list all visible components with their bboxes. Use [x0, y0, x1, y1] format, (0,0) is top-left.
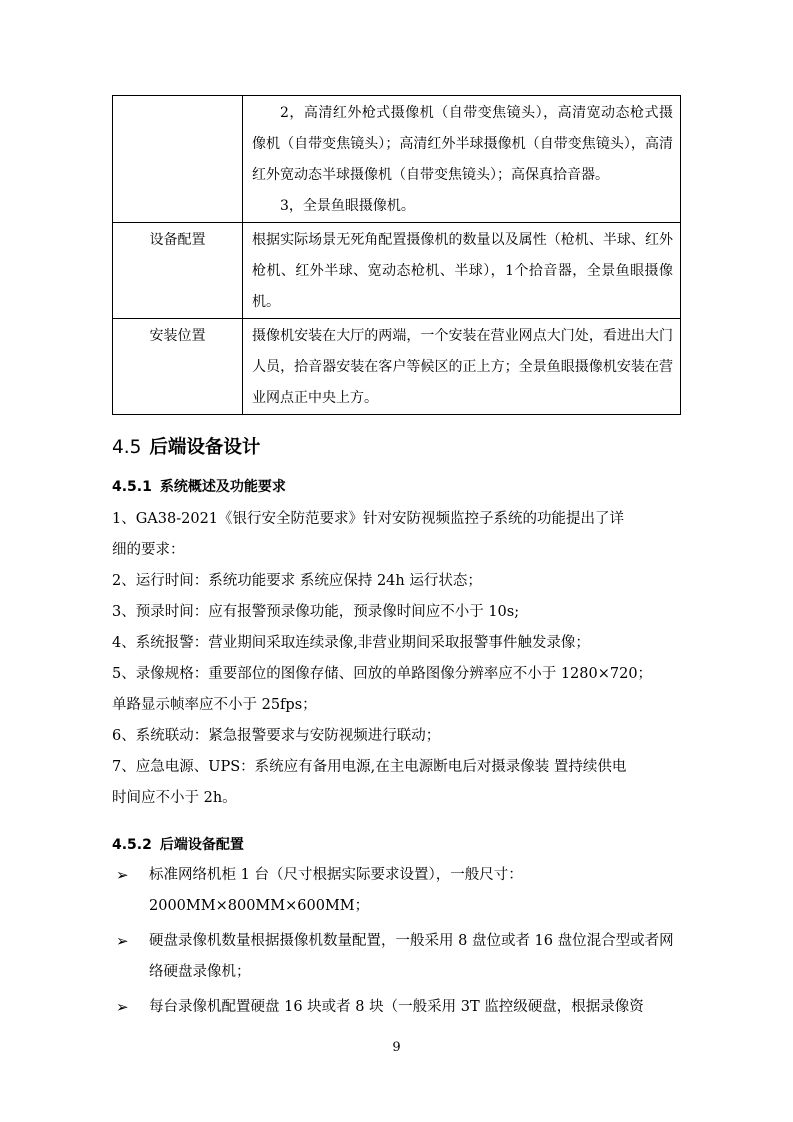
- table-paragraph: 根据实际场景无死角配置摄像机的数量以及属性（枪机、半球、红外枪机、红外半球、宽动态枪机、半球），1个拾音器，全景鱼眼摄像机。: [252, 232, 673, 310]
- subsection-title: 系统概述及功能要求: [159, 479, 286, 495]
- list-item: [112, 860, 680, 922]
- requirement-line: 7、应急电源、UPS：系统应有备用电源,在主电源断电后对摄录像装 置持续供电: [112, 759, 627, 775]
- requirement-line: 3、预录时间：应有报警预录像功能，预录像时间应不小于 10s;: [112, 604, 520, 620]
- requirement-line: 6、系统联动：紧急报警要求与安防视频进行联动；: [112, 728, 441, 744]
- equipment-spec-table: [112, 95, 681, 415]
- arrow-bullet-icon: ➢: [116, 998, 129, 1016]
- requirement-line: 细的要求：: [112, 542, 185, 558]
- requirement-line: 5、录像规格：重要部位的图像存储、回放的单路图像分辨率应不小于 1280×720；: [112, 666, 653, 682]
- list-item-text: 硬盘录像机数量根据摄像机数量配置，一般采用 8 盘位或者 16 盘位混合型或者网络硬盘录像机；: [149, 933, 674, 980]
- row-content: [243, 96, 681, 223]
- requirements-list: [112, 504, 680, 814]
- row-label: [113, 96, 243, 223]
- backend-config-list: [112, 860, 680, 1027]
- list-item: [112, 926, 680, 988]
- subsection-heading-1: [112, 476, 286, 496]
- subsection-number: 4.5.2: [112, 837, 152, 853]
- arrow-bullet-icon: ➢: [116, 866, 129, 884]
- table-row: [113, 319, 681, 415]
- row-label: 安装位置: [113, 319, 243, 415]
- table-paragraph: 摄像机安装在大厅的两端，一个安装在营业网点大门处，看进出大门人员，拾音器安装在客户等候区的正上方；全景鱼眼摄像机安装在营业网点正中央上方。: [252, 328, 673, 406]
- arrow-bullet-icon: ➢: [116, 932, 129, 950]
- row-label: 设备配置: [113, 223, 243, 319]
- list-item-text: 标准网络机柜 1 台（尺寸根据实际要求设置），一般尺寸：2000MM×800MM×600MM；: [149, 867, 523, 914]
- subsection-number: 4.5.1: [112, 479, 152, 495]
- table-row: [113, 223, 681, 319]
- subsection-heading-2: [112, 834, 244, 854]
- row-content: [243, 223, 681, 319]
- requirement-line: 单路显示帧率应不小于 25fps；: [112, 697, 317, 713]
- subsection-title: 后端设备配置: [159, 837, 244, 853]
- requirement-line: 1、GA38-2021《银行安全防范要求》针对安防视频监控子系统的功能提出了详: [112, 511, 625, 527]
- row-content: [243, 319, 681, 415]
- section-heading: [112, 433, 260, 459]
- page-number: 9: [392, 1040, 401, 1055]
- section-title: 后端设备设计: [149, 437, 261, 458]
- table-paragraph: 3，全景鱼眼摄像机。: [280, 198, 415, 214]
- requirement-line: 2、运行时间：系统功能要求 系统应保持 24h 运行状态；: [112, 573, 482, 589]
- requirement-line: 4、系统报警：营业期间采取连续录像,非营业期间采取报警事件触发录像；: [112, 635, 590, 651]
- table-row: [113, 96, 681, 223]
- list-item: [112, 992, 680, 1023]
- requirement-line: 时间应不小于 2h。: [112, 790, 237, 806]
- list-item-text: 每台录像机配置硬盘 16 块或者 8 块（一般采用 3T 监控级硬盘，根据录像资: [149, 999, 644, 1015]
- table-paragraph: 2，高清红外枪式摄像机（自带变焦镜头），高清宽动态枪式摄像机（自带变焦镜头）；高清红外半球摄像机（自带变焦镜头），高清红外宽动态半球摄像机（自带变焦镜头）；高保真拾音器。: [252, 105, 673, 183]
- section-number: 4.5: [112, 437, 142, 458]
